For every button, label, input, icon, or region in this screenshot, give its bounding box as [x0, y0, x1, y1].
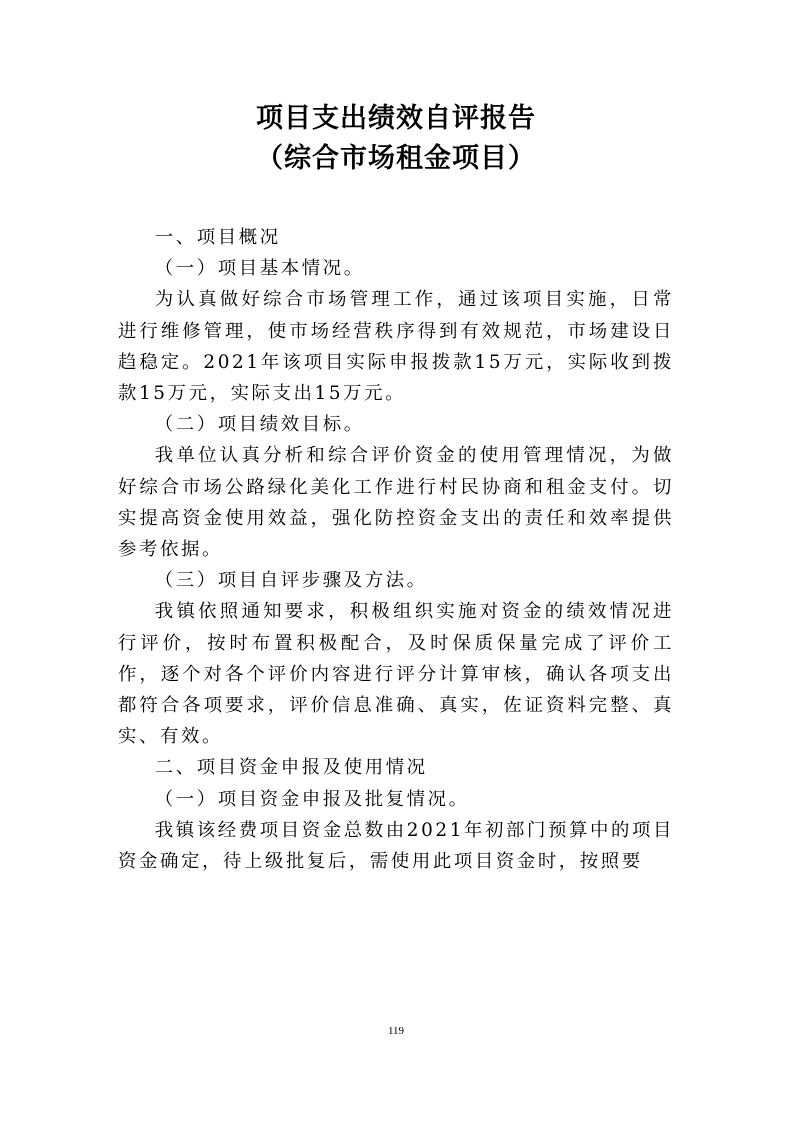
subsection-heading-approval: （一）项目资金申报及批复情况。: [154, 788, 470, 810]
section-heading-overview: 一、项目概况: [154, 227, 281, 248]
paragraph-approval: 我镇该经费项目资金总数由2021年初部门预算中的项目资金确定，待上级批复后，需使用此项目资金时，按照要: [118, 819, 674, 873]
report-body: [118, 222, 674, 877]
subsection-heading-basic-info: （一）项目基本情况。: [154, 258, 365, 280]
paragraph-method: 我镇依照通知要求，积极组织实施对资金的绩效情况进行评价，按时布置积极配合，及时保质保量完成了评价工作，逐个对各个评价内容进行评分计算审核，确认各项支出都符合各项要求，评价信息准确、真实，佐证资料完整、真实、有效。: [118, 601, 674, 748]
paragraph-goals: 我单位认真分析和综合评价资金的使用管理情况，为做好综合市场公路绿化美化工作进行村民协商和租金支付。切实提高资金使用效益，强化防控资金支出的责任和效率提供参考依据。: [118, 445, 674, 561]
report-subtitle: （综合市场租金项目）: [256, 143, 536, 174]
subsection-heading-goals: （二）项目绩效目标。: [154, 414, 365, 436]
section-heading-funding: 二、项目资金申报及使用情况: [154, 757, 428, 779]
subsection-heading-method: （三）项目自评步骤及方法。: [154, 570, 428, 592]
paragraph-basic-info: 为认真做好综合市场管理工作，通过该项目实施，日常进行维修管理，使市场经营秩序得到有效规范，市场建设日趋稳定。2021年该项目实际申报拨款15万元，实际收到拨款15万元，实际支出15万元。: [118, 289, 674, 405]
report-title: 项目支出绩效自评报告: [256, 103, 536, 134]
page-number: 119: [387, 1025, 405, 1037]
